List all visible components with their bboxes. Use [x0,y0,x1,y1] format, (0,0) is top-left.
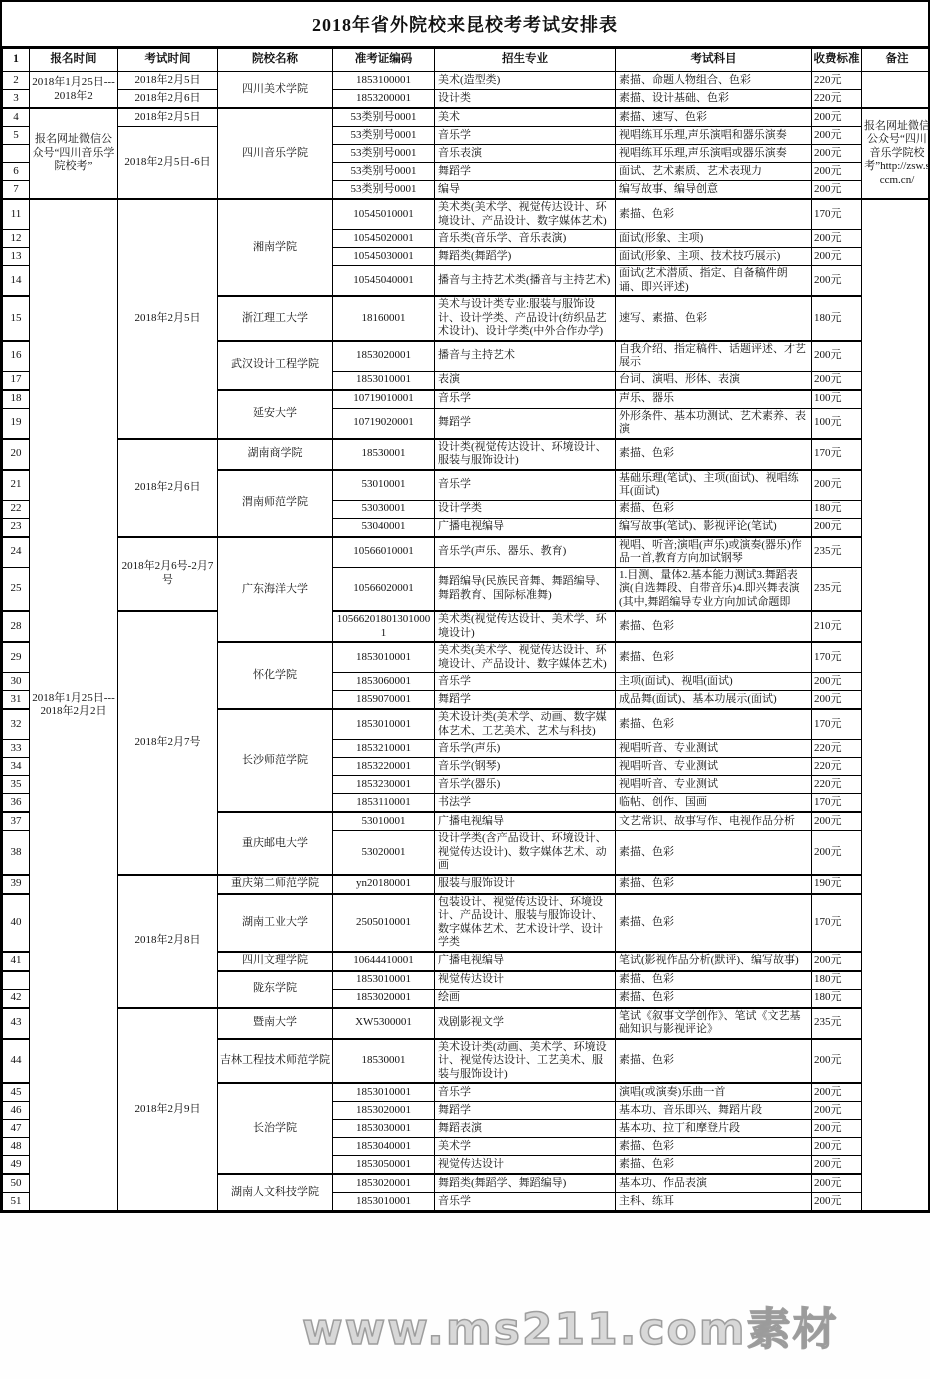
cell-major: 编导 [435,181,616,200]
cell-num: 49 [3,1156,30,1175]
cell-fee: 220元 [812,776,862,794]
cell-ticket-code: 1853010001 [333,642,435,673]
column-header-num: 1 [3,49,30,72]
cell-num: 37 [3,812,30,831]
cell-ticket-code: yn20180001 [333,875,435,894]
cell-subjects: 素描、色彩 [616,875,812,894]
cell-major: 音乐学 [435,1193,616,1211]
cell-subjects: 素描、速写、色彩 [616,108,812,127]
cell-ticket-code: 1853200001 [333,90,435,109]
cell-reg-time: 报名网址微信公众号“四川音乐学院校考” [30,108,118,199]
cell-exam-time: 2018年2月8日 [118,875,218,1008]
cell-major: 音乐学 [435,1083,616,1102]
cell-subjects: 基本功、作品表演 [616,1174,812,1193]
cell-school: 延安大学 [218,390,333,439]
cell-fee: 200元 [812,181,862,200]
cell-num: 44 [3,1039,30,1084]
cell-num: 41 [3,952,30,971]
cell-subjects: 声乐、器乐 [616,390,812,409]
exam-schedule-table [2,48,930,1211]
cell-subjects: 视唱练耳乐理,声乐演唱和器乐演奏 [616,127,812,145]
cell-num: 13 [3,248,30,266]
cell-major: 视觉传达设计 [435,1156,616,1175]
cell-major: 舞蹈编导(民族民音舞、舞蹈编导、舞蹈教育、国际标准舞) [435,567,616,611]
cell-school: 暨南大学 [218,1008,333,1039]
cell-note: 报名网址微信公众号“四川音乐学院校考”http://zsw.sccm.cn/ [862,108,930,199]
cell-school: 四川文理学院 [218,952,333,971]
cell-subjects: 素描、色彩 [616,894,812,952]
table-row [3,127,930,145]
cell-fee: 220元 [812,758,862,776]
header-row [3,49,930,72]
cell-ticket-code: 53类别号0001 [333,145,435,163]
cell-major: 美术与设计类专业:服装与服饰设计、设计学类、产品设计(纺织品艺术设计)、设计学类(中外合作办学) [435,296,616,341]
cell-ticket-code: 53010001 [333,812,435,831]
cell-reg-time: 2018年1月25日---2018年2月2日 [30,199,118,1211]
cell-school: 湖南商学院 [218,439,333,470]
site-watermark: www.ms211.com素材 [302,1304,839,1355]
cell-ticket-code: 1853060001 [333,673,435,691]
cell-ticket-code: 53010001 [333,470,435,501]
cell-subjects: 素描、色彩 [616,1156,812,1175]
cell-ticket-code: 53030001 [333,500,435,518]
cell-fee: 100元 [812,408,862,439]
cell-subjects: 素描、色彩 [616,1138,812,1156]
table-row [3,875,930,894]
cell-num: 31 [3,691,30,710]
cell-subjects: 基础乐理(笔试)、主项(面试)、视唱练耳(面试) [616,470,812,501]
cell-subjects: 素描、色彩 [616,439,812,470]
cell-major: 表演 [435,371,616,390]
cell-school: 四川音乐学院 [218,108,333,199]
column-header-note: 备注 [862,49,930,72]
cell-ticket-code: 53类别号0001 [333,108,435,127]
cell-major: 广播电视编导 [435,952,616,971]
cell-school: 长沙师范学院 [218,709,333,812]
cell-exam-time: 2018年2月6日 [118,90,218,109]
cell-num: 39 [3,875,30,894]
cell-note [862,72,930,109]
cell-major: 绘画 [435,989,616,1008]
table-row [3,72,930,90]
cell-num: 17 [3,371,30,390]
table-row [3,611,930,642]
cell-num: 7 [3,181,30,200]
cell-num: 43 [3,1008,30,1039]
column-header-reg-time: 报名时间 [30,49,118,72]
cell-subjects: 视唱练耳乐理,声乐演唱或器乐演奏 [616,145,812,163]
cell-major: 广播电视编导 [435,518,616,537]
cell-fee: 180元 [812,971,862,990]
cell-num: 4 [3,108,30,127]
cell-subjects: 面试(形象、主项) [616,230,812,248]
cell-major: 视觉传达设计 [435,971,616,990]
cell-ticket-code: 10545020001 [333,230,435,248]
cell-major: 音乐类(音乐学、音乐表演) [435,230,616,248]
cell-fee: 220元 [812,740,862,758]
cell-ticket-code: 1853020001 [333,1174,435,1193]
cell-major: 播音与主持艺术 [435,341,616,372]
cell-subjects: 素描、色彩 [616,1039,812,1084]
cell-subjects: 基本功、拉丁和摩登片段 [616,1120,812,1138]
cell-num: 15 [3,296,30,341]
cell-subjects: 外形条件、基本功测试、艺术素养、表演 [616,408,812,439]
cell-subjects: 面试(艺术潜质、指定、自备稿件朗诵、即兴评述) [616,266,812,297]
cell-ticket-code: 1853010001 [333,371,435,390]
cell-num: 5 [3,127,30,145]
cell-ticket-code: 53类别号0001 [333,127,435,145]
cell-ticket-code: 53020001 [333,831,435,875]
cell-school: 怀化学院 [218,642,333,709]
cell-ticket-code: 10719010001 [333,390,435,409]
cell-num: 33 [3,740,30,758]
cell-ticket-code: 1853230001 [333,776,435,794]
cell-ticket-code: 53040001 [333,518,435,537]
cell-major: 舞蹈学 [435,408,616,439]
cell-fee: 200元 [812,163,862,181]
cell-fee: 100元 [812,390,862,409]
cell-subjects: 视唱听音、专业测试 [616,740,812,758]
cell-ticket-code: 1853010001 [333,971,435,990]
cell-major: 舞蹈类(舞蹈学、舞蹈编导) [435,1174,616,1193]
cell-school: 重庆邮电大学 [218,812,333,875]
cell-major: 音乐表演 [435,145,616,163]
cell-school: 陇东学院 [218,971,333,1008]
cell-fee: 200元 [812,812,862,831]
cell-ticket-code: 1853210001 [333,740,435,758]
table-header [3,49,930,72]
cell-subjects: 素描、色彩 [616,989,812,1008]
cell-subjects: 自我介绍、指定稿件、话题评述、才艺展示 [616,341,812,372]
cell-fee: 170元 [812,199,862,230]
cell-major: 音乐学(声乐、器乐、教育) [435,537,616,568]
cell-subjects: 文艺常识、故事写作、电视作品分析 [616,812,812,831]
cell-num: 48 [3,1138,30,1156]
cell-subjects: 素描、色彩 [616,971,812,990]
cell-fee: 200元 [812,1120,862,1138]
cell-num: 16 [3,341,30,372]
cell-major: 舞蹈学 [435,163,616,181]
table-row [3,108,930,127]
cell-fee: 200元 [812,1083,862,1102]
cell-ticket-code: 2505010001 [333,894,435,952]
cell-ticket-code: 1853050001 [333,1156,435,1175]
cell-fee: 200元 [812,1156,862,1175]
cell-fee: 200元 [812,673,862,691]
cell-num: 25 [3,567,30,611]
cell-fee: 190元 [812,875,862,894]
cell-major: 美术学 [435,1138,616,1156]
cell-subjects: 素描、色彩 [616,831,812,875]
cell-num: 22 [3,500,30,518]
cell-subjects: 编写故事(笔试)、影视评论(笔试) [616,518,812,537]
cell-num: 38 [3,831,30,875]
cell-ticket-code: 1853100001 [333,72,435,90]
cell-major: 美术类(美术学、视觉传达设计、环境设计、产品设计、数字媒体艺术) [435,642,616,673]
cell-major: 美术类(视觉传达设计、美术学、环境设计) [435,611,616,642]
cell-exam-time: 2018年2月5日 [118,72,218,90]
cell-num: 24 [3,537,30,568]
cell-num: 36 [3,794,30,813]
cell-num: 3 [3,90,30,109]
cell-major: 音乐学(声乐) [435,740,616,758]
cell-num: 19 [3,408,30,439]
column-header-fee: 收费标准 [812,49,862,72]
cell-school: 四川美术学院 [218,72,333,109]
cell-fee: 200元 [812,691,862,710]
cell-school: 湖南人文科技学院 [218,1174,333,1211]
cell-major: 美术设计类(动画、美术学、环境设计、视觉传达设计、工艺美术、服装与服饰设计) [435,1039,616,1084]
cell-exam-time: 2018年2月6日 [118,439,218,537]
cell-major: 美术 [435,108,616,127]
cell-fee: 235元 [812,1008,862,1039]
cell-fee: 170元 [812,709,862,740]
cell-exam-time: 2018年2月6号-2月7号 [118,537,218,612]
cell-fee: 170元 [812,642,862,673]
cell-num: 29 [3,642,30,673]
cell-subjects: 视唱听音、专业测试 [616,758,812,776]
cell-fee: 170元 [812,894,862,952]
cell-subjects: 基本功、音乐即兴、舞蹈片段 [616,1102,812,1120]
cell-subjects: 主项(面试)、视唱(面试) [616,673,812,691]
cell-ticket-code: 1853010001 [333,1193,435,1211]
cell-major: 音乐学 [435,470,616,501]
cell-subjects: 笔试(影视作品分析(默评)、编写故事) [616,952,812,971]
cell-ticket-code: 1853020001 [333,1102,435,1120]
cell-num: 46 [3,1102,30,1120]
cell-major: 戏剧影视文学 [435,1008,616,1039]
cell-major: 舞蹈表演 [435,1120,616,1138]
cell-num: 40 [3,894,30,952]
cell-ticket-code: 1853220001 [333,758,435,776]
cell-subjects: 素描、色彩 [616,642,812,673]
cell-fee: 180元 [812,500,862,518]
cell-num: 45 [3,1083,30,1102]
cell-num: 11 [3,199,30,230]
cell-fee: 235元 [812,567,862,611]
cell-major: 美术设计类(美术学、动画、数字媒体艺术、工艺美术、艺术与科技) [435,709,616,740]
cell-subjects: 视唱听音、专业测试 [616,776,812,794]
cell-school: 浙江理工大学 [218,296,333,341]
cell-subjects: 素描、命题人物组合、色彩 [616,72,812,90]
cell-exam-time: 2018年2月5日 [118,199,218,439]
cell-fee: 200元 [812,1102,862,1120]
cell-fee: 200元 [812,108,862,127]
cell-ticket-code: 18530001 [333,1039,435,1084]
cell-fee: 180元 [812,989,862,1008]
cell-num: 30 [3,673,30,691]
cell-major: 包装设计、视觉传达设计、环境设计、产品设计、服装与服饰设计、数字媒体艺术、艺术设计学、设计学类 [435,894,616,952]
cell-subjects: 素描、色彩 [616,500,812,518]
table-body [3,72,930,1211]
cell-num: 12 [3,230,30,248]
cell-subjects: 演唱(或演奏)乐曲一首 [616,1083,812,1102]
cell-major: 舞蹈学 [435,1102,616,1120]
cell-subjects: 编写故事、编导创意 [616,181,812,200]
cell-major: 舞蹈类(舞蹈学) [435,248,616,266]
cell-subjects: 笔试《叙事文学创作》、笔试《文艺基础知识与影视评论》 [616,1008,812,1039]
cell-major: 美术(造型类) [435,72,616,90]
cell-ticket-code: 1853110001 [333,794,435,813]
cell-school: 湘南学院 [218,199,333,296]
cell-subjects: 面试、艺术素质、艺术表现力 [616,163,812,181]
cell-subjects: 主科、练耳 [616,1193,812,1211]
cell-major: 书法学 [435,794,616,813]
cell-subjects: 素描、色彩 [616,199,812,230]
cell-fee: 220元 [812,90,862,109]
cell-num: 23 [3,518,30,537]
table-row [3,1008,930,1039]
cell-num [3,145,30,163]
cell-ticket-code: 18530001 [333,439,435,470]
cell-ticket-code: 10644410001 [333,952,435,971]
cell-ticket-code: 1853010001 [333,709,435,740]
cell-ticket-code: 1853020001 [333,989,435,1008]
cell-reg-time: 2018年1月25日---2018年2 [30,72,118,109]
cell-major: 广播电视编导 [435,812,616,831]
cell-subjects: 台词、演唱、形体、表演 [616,371,812,390]
cell-num [3,971,30,990]
cell-major: 舞蹈学 [435,691,616,710]
cell-num: 2 [3,72,30,90]
cell-exam-time: 2018年2月9日 [118,1008,218,1211]
cell-exam-time: 2018年2月5日 [118,108,218,127]
cell-fee: 200元 [812,371,862,390]
cell-ticket-code: 10566010001 [333,537,435,568]
cell-subjects: 速写、素描、色彩 [616,296,812,341]
cell-fee: 200元 [812,1174,862,1193]
column-header-subjects: 考试科目 [616,49,812,72]
cell-num: 34 [3,758,30,776]
cell-ticket-code: 10719020001 [333,408,435,439]
cell-ticket-code: 10545040001 [333,266,435,297]
cell-fee: 180元 [812,296,862,341]
cell-major: 音乐学 [435,673,616,691]
cell-ticket-code: 105662018013010001 [333,611,435,642]
cell-school: 重庆第二师范学院 [218,875,333,894]
table-row [3,199,930,230]
table-row [3,537,930,568]
column-header-school: 院校名称 [218,49,333,72]
cell-ticket-code: 10566020001 [333,567,435,611]
column-header-ticket-code: 准考证编码 [333,49,435,72]
cell-fee: 200元 [812,1193,862,1211]
cell-fee: 200元 [812,248,862,266]
cell-fee: 200元 [812,470,862,501]
cell-fee: 200元 [812,518,862,537]
cell-major: 设计类(视觉传达设计、环境设计、服装与服饰设计) [435,439,616,470]
cell-ticket-code: 10545010001 [333,199,435,230]
cell-major: 音乐学 [435,127,616,145]
cell-fee: 210元 [812,611,862,642]
cell-fee: 170元 [812,439,862,470]
cell-fee: 200元 [812,1138,862,1156]
cell-fee: 200元 [812,127,862,145]
cell-school: 广东海洋大学 [218,537,333,643]
column-header-exam-time: 考试时间 [118,49,218,72]
cell-exam-time: 2018年2月7号 [118,611,218,875]
cell-fee: 200元 [812,341,862,372]
cell-fee: 220元 [812,72,862,90]
cell-ticket-code: 53类别号0001 [333,181,435,200]
cell-ticket-code: XW5300001 [333,1008,435,1039]
column-header-major: 招生专业 [435,49,616,72]
cell-school: 长治学院 [218,1083,333,1174]
cell-fee: 170元 [812,794,862,813]
cell-num: 35 [3,776,30,794]
cell-subjects: 面试(形象、主项、技术技巧展示) [616,248,812,266]
cell-school: 吉林工程技术师范学院 [218,1039,333,1084]
cell-school: 湖南工业大学 [218,894,333,952]
cell-ticket-code: 18160001 [333,296,435,341]
cell-major: 设计学类 [435,500,616,518]
cell-school: 渭南师范学院 [218,470,333,537]
page-title: 2018年省外院校来昆校考考试安排表 [2,2,928,48]
cell-fee: 200元 [812,831,862,875]
cell-num: 21 [3,470,30,501]
cell-fee: 200元 [812,145,862,163]
cell-num: 14 [3,266,30,297]
cell-subjects: 成品舞(面试)、基本功展示(面试) [616,691,812,710]
cell-subjects: 视唱、听音;演唱(声乐)或演奏(器乐)作品一首,教育方向加试钢琴 [616,537,812,568]
cell-ticket-code: 53类别号0001 [333,163,435,181]
cell-num: 20 [3,439,30,470]
cell-num: 6 [3,163,30,181]
cell-major: 设计学类(含产品设计、环境设计、视觉传达设计)、数字媒体艺术、动画 [435,831,616,875]
table-row [3,90,930,109]
cell-subjects: 临帖、创作、国画 [616,794,812,813]
cell-major: 音乐学(钢琴) [435,758,616,776]
cell-major: 音乐学 [435,390,616,409]
cell-major: 播音与主持艺术类(播音与主持艺术) [435,266,616,297]
cell-num: 51 [3,1193,30,1211]
cell-num: 42 [3,989,30,1008]
cell-subjects: 素描、色彩 [616,611,812,642]
cell-num: 32 [3,709,30,740]
cell-major: 音乐学(器乐) [435,776,616,794]
cell-ticket-code: 1853010001 [333,1083,435,1102]
cell-fee: 200元 [812,266,862,297]
cell-note [862,199,930,1211]
cell-fee: 235元 [812,537,862,568]
cell-fee: 200元 [812,230,862,248]
cell-major: 美术类(美术学、视觉传达设计、环境设计、产品设计、数字媒体艺术) [435,199,616,230]
cell-major: 设计类 [435,90,616,109]
cell-num: 50 [3,1174,30,1193]
cell-fee: 200元 [812,1039,862,1084]
cell-school: 武汉设计工程学院 [218,341,333,390]
cell-ticket-code: 10545030001 [333,248,435,266]
cell-major: 服装与服饰设计 [435,875,616,894]
cell-ticket-code: 1853040001 [333,1138,435,1156]
table-row [3,439,930,470]
cell-fee: 200元 [812,952,862,971]
cell-ticket-code: 1853030001 [333,1120,435,1138]
cell-subjects: 1.目测、量体2.基本能力测试3.舞蹈表演(自选舞段、自带音乐)4.即兴舞表演(其中,舞蹈编导专业方向加试命题即 [616,567,812,611]
cell-subjects: 素描、色彩 [616,709,812,740]
cell-num: 47 [3,1120,30,1138]
cell-num: 18 [3,390,30,409]
cell-num: 28 [3,611,30,642]
cell-ticket-code: 1859070001 [333,691,435,710]
cell-exam-time: 2018年2月5日-6日 [118,127,218,200]
cell-ticket-code: 1853020001 [333,341,435,372]
cell-subjects: 素描、设计基础、色彩 [616,90,812,109]
